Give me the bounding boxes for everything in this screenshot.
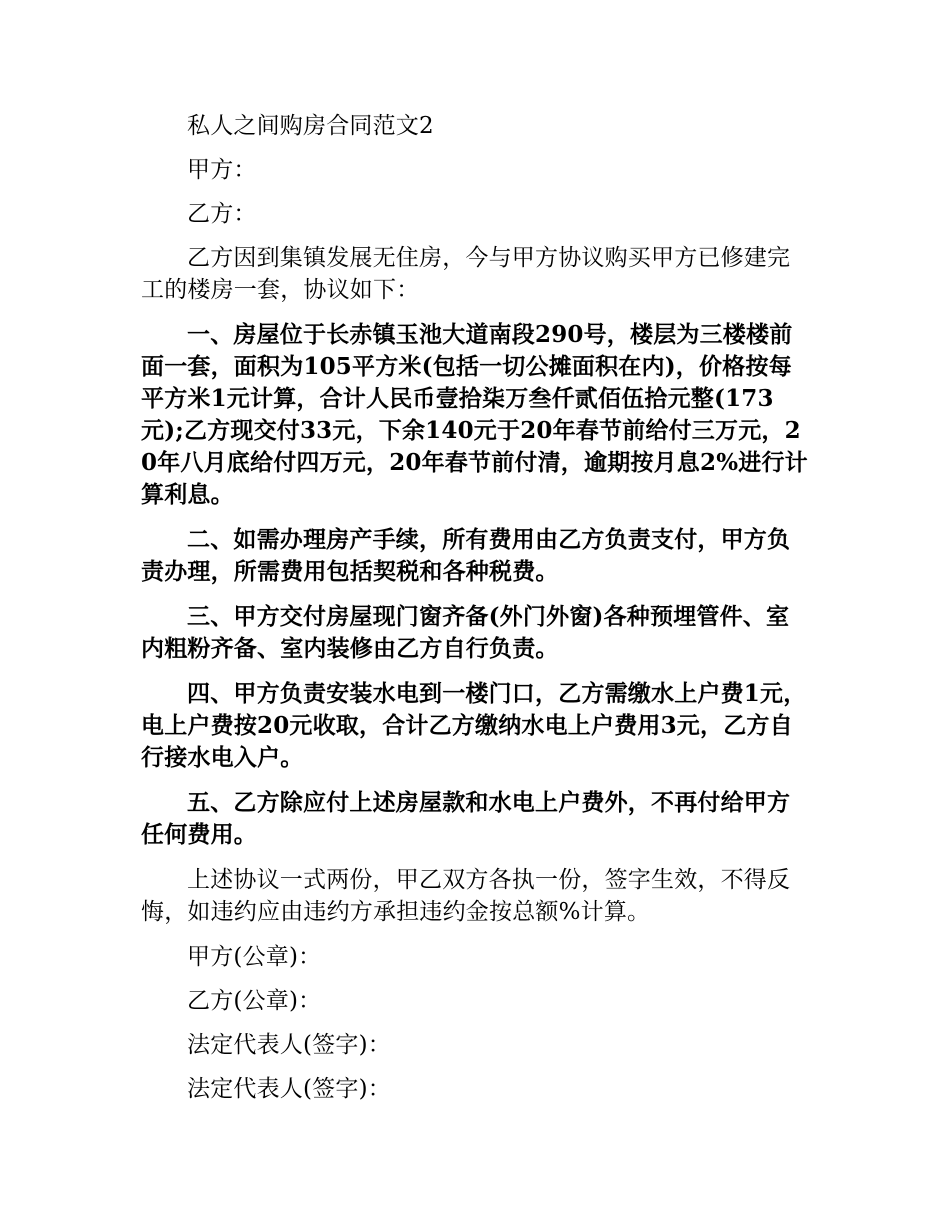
clause-5: 五、乙方除应付上述房屋款和水电上户费外，不再付给甲方任何费用。 bbox=[141, 789, 791, 848]
intro-paragraph: 乙方因到集镇发展无住房，今与甲方协议购买甲方已修建完工的楼房一套，协议如下： bbox=[141, 245, 791, 303]
clause-3: 三、甲方交付房屋现门窗齐备(外门外窗)各种预埋管件、室内粗粉齐备、室内装修由乙方自行负责。 bbox=[141, 603, 790, 662]
signature-legal-rep-b: 法定代表人(签字)： bbox=[187, 1076, 391, 1102]
signature-party-a-seal: 甲方(公章)： bbox=[187, 944, 322, 970]
clause-4: 四、甲方负责安装水电到一楼门口，乙方需缴水上户费1元，电上户费按20元收取，合计乙方缴纳水电上户费用3元，乙方自行接水电入户。 bbox=[141, 680, 807, 771]
closing-paragraph: 上述协议一式两份，甲乙双方各执一份，签字生效，不得反悔，如违约应由违约方承担违约金按总额%计算。 bbox=[141, 867, 791, 925]
clause-1: 一、房屋位于长赤镇玉池大道南段290号，楼层为三楼楼前面一套，面积为105平方米(包括一切公摊面积在内)，价格按每平方米1元计算，合计人民币壹拾柒万叁仟贰佰伍拾元整(173元);乙方现交付33元，下余140元于20年春节前给付三万元，20年八月底给付四万元，20年春节前付清，逾期按月息2%进行计算利息。 bbox=[141, 321, 808, 508]
clause-2: 二、如需办理房产手续，所有费用由乙方负责支付，甲方负责办理，所需费用包括契税和各种税费。 bbox=[141, 526, 791, 585]
document-title: 私人之间购房合同范文2 bbox=[187, 113, 434, 139]
document-body bbox=[141, 110, 809, 1117]
signature-legal-rep-a: 法定代表人(签字)： bbox=[187, 1032, 391, 1058]
party-b-label: 乙方： bbox=[187, 201, 257, 227]
signature-party-b-seal: 乙方(公章)： bbox=[187, 988, 322, 1014]
party-a-label: 甲方： bbox=[187, 157, 257, 183]
